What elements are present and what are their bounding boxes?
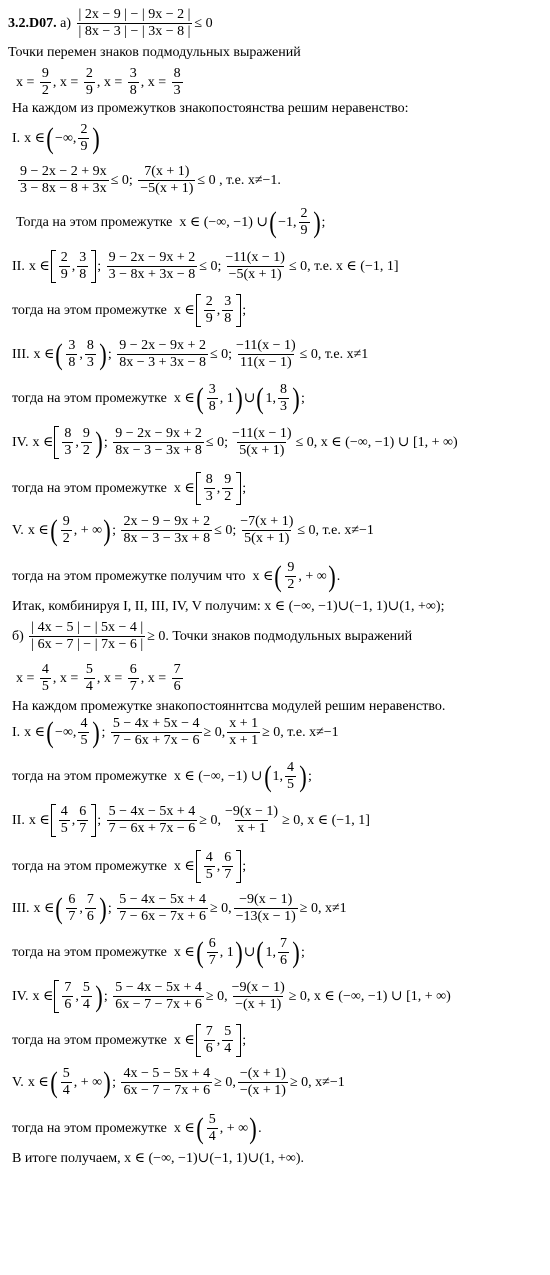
points-text-a: Точки перемен знаков подмодульных выражений [8,45,301,60]
case-a3: III. x ∈ ( $\frac{3}{8}$ , $\frac{8}{3}$ ) ; $\frac{9 - 2x - 9x + 2}{8x - 3 + 3x - 8}$ ≤ 0; $\frac{-11(x - 1)}{11(x - 1)}$ ≤ 0 , т.е. x≠1 [12,337,369,371]
intro-b: На каждом промежутке знакопостояннтсва модулей решим неравенство. [12,699,446,714]
case-a1-interval: I. x ∈ ( −∞, $\frac{2}{9}$ ) [12,121,101,155]
case-b4: IV. x ∈ $\frac{7}{6}$ , $\frac{5}{4}$ ) ; $\frac{5 - 4x - 5x + 4}{6x - 7 - 7x + 6}$ ≥ 0, $\frac{-9(x - 1)}{-(x + 1)}$ ≥ 0, x ∈ (−∞, −1) ∪ [1, + ∞) [12,979,451,1013]
case-a5: V. x ∈ ( $\frac{9}{2}$ , + ∞ ) ; $\frac{2x - 9 - 9x + 2}{8x - 3 - 3x + 8}$ ≤ 0; $\frac{-7(x + 1)}{5(x + 1)}$ ≤ 0 , т.е. x≠−1 [12,513,374,547]
case-a3-result: тогда на этом промежутке x ∈ ( $\frac{3}{8}$ , 1 ) ∪ ( 1, $\frac{8}{3}$ ) ; [12,381,305,415]
case-b1: I. x ∈ ( −∞, $\frac{4}{5}$ ) ; $\frac{5 - 4x + 5x - 4}{7 - 6x + 7x - 6}$ ≥ 0, $\frac{x + 1}{x + 1}$ ≥ 0 , т.е. x≠−1 [12,715,339,749]
case-b3: III. x ∈ ( $\frac{6}{7}$ , $\frac{7}{6}$ ) ; $\frac{5 - 4x - 5x + 4}{7 - 6x - 7x + 6}$ ≥ 0, $\frac{-9(x - 1)}{-13(x - 1)}$ ≥ 0 , x≠1 [12,891,347,925]
problem-header-b: б) $\frac{| 4x - 5 | - | 5x - 4 |}{| 6x - 7 | - | 7x - 6 |}$ ≥ 0 . Точки знаков подмодульных выражений [12,620,413,653]
main-inequality-b: $\frac{| 4x - 5 | - | 5x - 4 |}{| 6x - 7 | - | 7x - 6 |}$ [31,620,144,653]
case-a5-result: тогда на этом промежутке получим что x ∈ ( $\frac{9}{2}$ , + ∞ ) . [12,559,341,593]
case-a1-solution: $\frac{9 - 2x - 2 + 9x}{3 - 8x - 8 + 3x}$ ≤ 0; $\frac{7(x + 1)}{-5(x + 1)}$ ≤ 0 , т.е. x≠−1. [20,164,281,197]
problem-number: 3.2.D07. [8,15,57,31]
combine-a: Итак, комбинируя I, II, III, IV, V получим: x ∈ (−∞, −1)∪(−1, 1)∪(1, +∞); [12,599,445,614]
points-list-b: x = $\frac{4}{5}$ , x = $\frac{5}{4}$ , x = $\frac{6}{7}$ , x = $\frac{7}{6}$ [16,662,181,695]
case-b5: V. x ∈ ( $\frac{5}{4}$ , + ∞ ) ; $\frac{4x - 5 - 5x + 4}{6x - 7 - 7x + 6}$ ≥ 0, $\frac{-(x + 1)}{-(x + 1)}$ ≥ 0, x≠−1 [12,1065,345,1099]
intro-a: На каждом из промежутков знакопостоянства решим неравенство: [12,101,409,116]
case-a4-result: тогда на этом промежутке x ∈ $\frac{8}{3}$ , $\frac{9}{2}$ ; [12,472,247,505]
case-b2-result: тогда на этом промежутке x ∈ $\frac{4}{5}$ , $\frac{6}{7}$ ; [12,850,247,883]
part-label-b: б) [12,628,24,644]
case-b1-result: тогда на этом промежутке x ∈ (−∞, −1) ∪ ( 1, $\frac{4}{5}$ ) ; [12,759,312,793]
case-a2: II. x ∈ $\frac{2}{9}$ , $\frac{3}{8}$ ; $\frac{9 - 2x - 9x + 2}{3 - 8x + 3x - 8}$ ≤ 0; $\frac{-11(x - 1)}{-5(x + 1)}$ ≤ 0 , т.е. x ∈ (−1, 1] [12,250,399,283]
case-a4: IV. x ∈ $\frac{8}{3}$ , $\frac{9}{2}$ ) ; $\frac{9 - 2x - 9x + 2}{8x - 3 - 3x + 8}$ ≤ 0; $\frac{-11(x - 1)}{5(x + 1)}$ ≤ 0, x ∈ (−∞, −1) ∪ [1, + ∞) [12,425,458,459]
part-label-a: а) [60,15,72,31]
case-b4-result: тогда на этом промежутке x ∈ $\frac{7}{6}$ , $\frac{5}{4}$ ; [12,1024,247,1057]
case-a2-result: тогда на этом промежутке x ∈ $\frac{2}{9}$ , $\frac{3}{8}$ ; [12,294,247,327]
final-answer-b: В итоге получаем, x ∈ (−∞, −1)∪(−1, 1)∪(1, +∞). [12,1151,304,1166]
main-inequality-a: $\frac{| 2x - 9 | - | 9x - 2 |}{| 8x - 3 | - | 3x - 8 |}$ [78,7,191,40]
case-b5-result: тогда на этом промежутке x ∈ ( $\frac{5}{4}$ , + ∞ ) . [12,1111,262,1145]
case-b2: II. x ∈ $\frac{4}{5}$ , $\frac{6}{7}$ ; $\frac{5 - 4x - 5x + 4}{7 - 6x + 7x - 6}$ ≥ 0, $\frac{-9(x - 1)}{x + 1}$ ≥ 0 , x ∈ (−1, 1] [12,804,370,837]
problem-header-a: 3.2.D07. а) $\frac{| 2x - 9 | - | 9x - 2 |}{| 8x - 3 | - | 3x - 8 |}$ ≤ 0 [8,7,213,40]
case-b3-result: тогда на этом промежутке x ∈ ( $\frac{6}{7}$ , 1 ) ∪ ( 1, $\frac{7}{6}$ ) ; [12,935,305,969]
points-list-a: x = $\frac{9}{2}$ , x = $\frac{2}{9}$ , x = $\frac{3}{8}$ , x = $\frac{8}{3}$ [16,66,181,99]
case-a1-result: Тогда на этом промежутке x ∈ (−∞, −1) ∪ ( −1, $\frac{2}{9}$ ) ; [16,205,326,239]
